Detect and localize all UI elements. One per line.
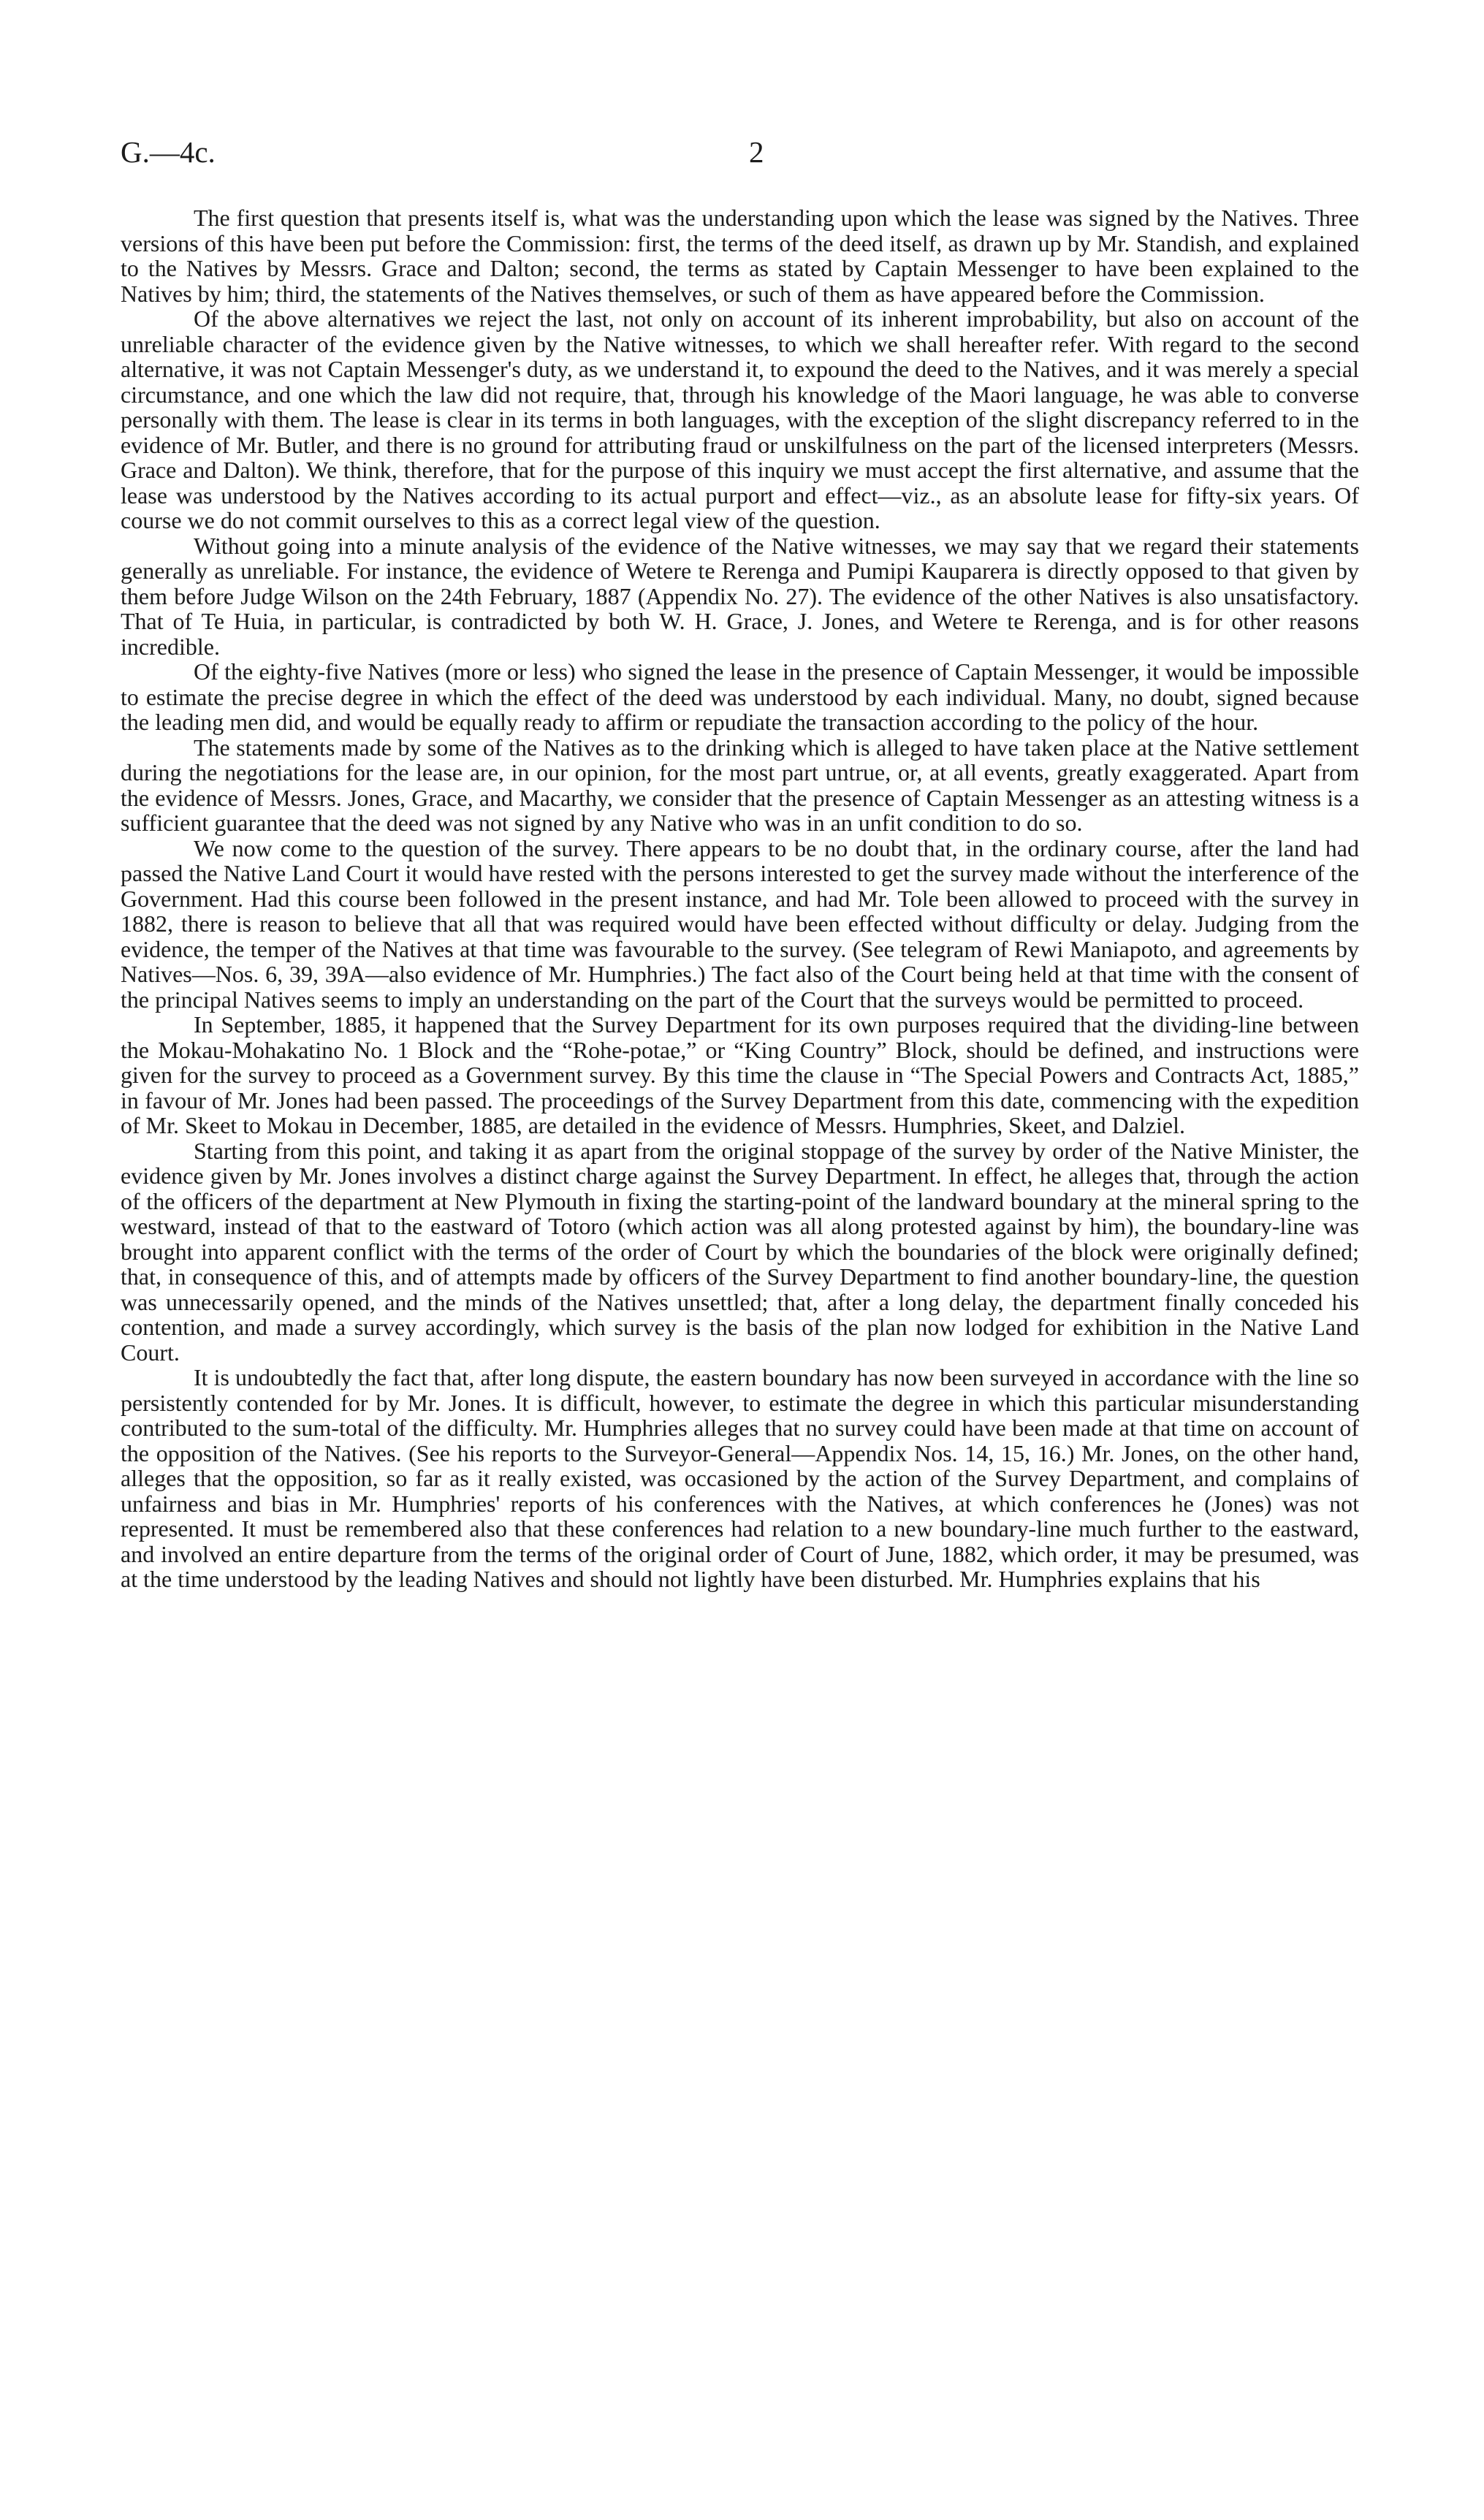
page-number: 2 [749,135,764,169]
paragraph-drinking: The statements made by some of the Natives as to the drinking which is alleged to have taken place at the Native settlement during the negotiations for the lease are, in our opinion, for the most part untrue, or, at all events, greatly exaggerated. Apart from the evidence of Messrs. Jones, Grace, and Macarthy, we consider that the presence of Captain Messenger as an attesting witness is a sufficient guarantee that the deed was not signed by any Native who was in an unfit condition to do so. [121,734,1359,836]
paragraph-alternatives: Of the above alternatives we reject the last, not only on account of its inherent improbability, but also on account of the unreliable character of the evidence given by the Native witnesses, to which we shall hereafter refer. With regard to the second alternative, it was not Captain Messenger's duty, as we understand it, to expound the deed to the Natives, and it was merely a special circumstance, and one which the law did not require, that, through his knowledge of the Maori language, he was able to converse personally with them. The lease is clear in its terms in both languages, with the exception of the slight discrepancy referred to in the evidence of Mr. Butler, and there is no ground for attributing fraud or unskilfulness on the part of the licensed interpreters (Messrs. Grace and Dalton). We think, therefore, that for the purpose of this inquiry we must accept the first alternative, and assume that the lease was understood by the Natives according to its actual purport and effect—viz., as an absolute lease for fifty-six years. Of course we do not commit ourselves to this as a correct legal view of the question. [121,305,1359,533]
paragraph-lease-understanding: The first question that presents itself is, what was the understanding upon which the lease was signed by the Natives. Three versions of this have been put before the Commission: first, the terms of the deed itself, as drawn up by Mr. Standish, and explained to the Natives by Messrs. Grace and Dalton; second, the terms as stated by Captain Messenger to have been explained to the Natives by him; third, the statements of the Natives themselves, or such of them as have appeared before the Commission. [121,205,1359,307]
page-header [121,130,1363,174]
paragraph-survey: We now come to the question of the survey. There appears to be no doubt that, in the ordinary course, after the land had passed the Native Land Court it would have rested with the persons interested to get the survey made without the interference of the Government. Had this course been followed in the present instance, and had Mr. Tole been allowed to proceed with the survey in 1882, there is reason to believe that all that was required would have been effected without difficulty or delay. Judging from the evidence, the temper of the Natives at that time was favourable to the survey. (See telegram of Rewi Maniapoto, and agreements by Natives—Nos. 6, 39, 39A—also evidence of Mr. Humphries.) The fact also of the Court being held at that time with the consent of the principal Natives seems to imply an understanding on the part of the Court that the surveys would be permitted to proceed. [121,834,1359,1013]
paragraph-eastern-boundary: It is undoubtedly the fact that, after long dispute, the eastern boundary has now been surveyed in accordance with the line so persistently contended for by Mr. Jones. It is difficult, however, to estimate the degree in which this particular misunderstanding contributed to the sum-total of the difficulty. Mr. Humphries alleges that no survey could have been made at that time on account of the opposition of the Natives. (See his reports to the Surveyor-General—Appendix Nos. 14, 15, 16.) Mr. Jones, on the other hand, alleges that the opposition, so far as it really existed, was occasioned by the action of the Survey Department, and complains of unfairness and bias in Mr. Humphries' reports of his conferences with the Natives, at which conferences he (Jones) was not represented. It must be remembered also that these conferences had relation to a new boundary-line much further to the eastward, and involved an entire departure from the terms of the original order of Court of June, 1882, which order, it may be presumed, was at the time understood by the leading Natives and should not lightly have been disturbed. Mr. Humphries explains that his [121,1364,1359,1592]
document-reference: G.—4c. [121,135,216,169]
paragraph-jones-charge: Starting from this point, and taking it as apart from the original stoppage of the survey by order of the Native Minister, the evidence given by Mr. Jones involves a distinct charge against the Survey Department. In effect, he alleges that, through the action of the officers of the department at New Plymouth in fixing the starting-point of the landward boundary at the mineral spring to the westward, instead of that to the eastward of Totoro (which action was all along protested against by him), the boundary-line was brought into apparent conflict with the terms of the order of Court by which the boundaries of the block were originally defined; that, in consequence of this, and of attempts made by officers of the Survey Department to find another boundary-line, the question was unnecessarily opened, and the minds of the Natives unsettled; that, after a long delay, the department finally conceded his contention, and made a survey accordingly, which survey is the basis of the plan now lodged for exhibition in the Native Land Court. [121,1137,1359,1366]
paragraph-signatories: Of the eighty-five Natives (more or less) who signed the lease in the presence of Captain Messenger, it would be impossible to estimate the precise degree in which the effect of the deed was understood by each individual. Many, no doubt, signed because the leading men did, and would be equally ready to affirm or repudiate the transaction according to the policy of the hour. [121,658,1359,735]
paragraph-september-1885: In September, 1885, it happened that the Survey Department for its own purposes required that the dividing-line between the Mokau-Mohakatino No. 1 Block and the “Rohe-potae,” or “King Country” Block, should be defined, and instructions were given for the survey to proceed as a Government survey. By this time the clause in “The Special Powers and Contracts Act, 1885,” in favour of Mr. Jones had been passed. The proceedings of the Survey Department from this date, commencing with the expedition of Mr. Skeet to Mokau in December, 1885, are detailed in the evidence of Messrs. Humphries, Skeet, and Dalziel. [121,1011,1359,1138]
body-text [121,205,1359,1592]
paragraph-native-evidence: Without going into a minute analysis of the evidence of the Native witnesses, we may say that we regard their statements generally as unreliable. For instance, the evidence of Wetere te Rerenga and Pumipi Kauparera is directly opposed to that given by them before Judge Wilson on the 24th February, 1887 (Appendix No. 27). The evidence of the other Natives is also unsatisfactory. That of Te Huia, in particular, is contradicted by both W. H. Grace, J. Jones, and Wetere te Rerenga, and is for other reasons incredible. [121,532,1359,660]
